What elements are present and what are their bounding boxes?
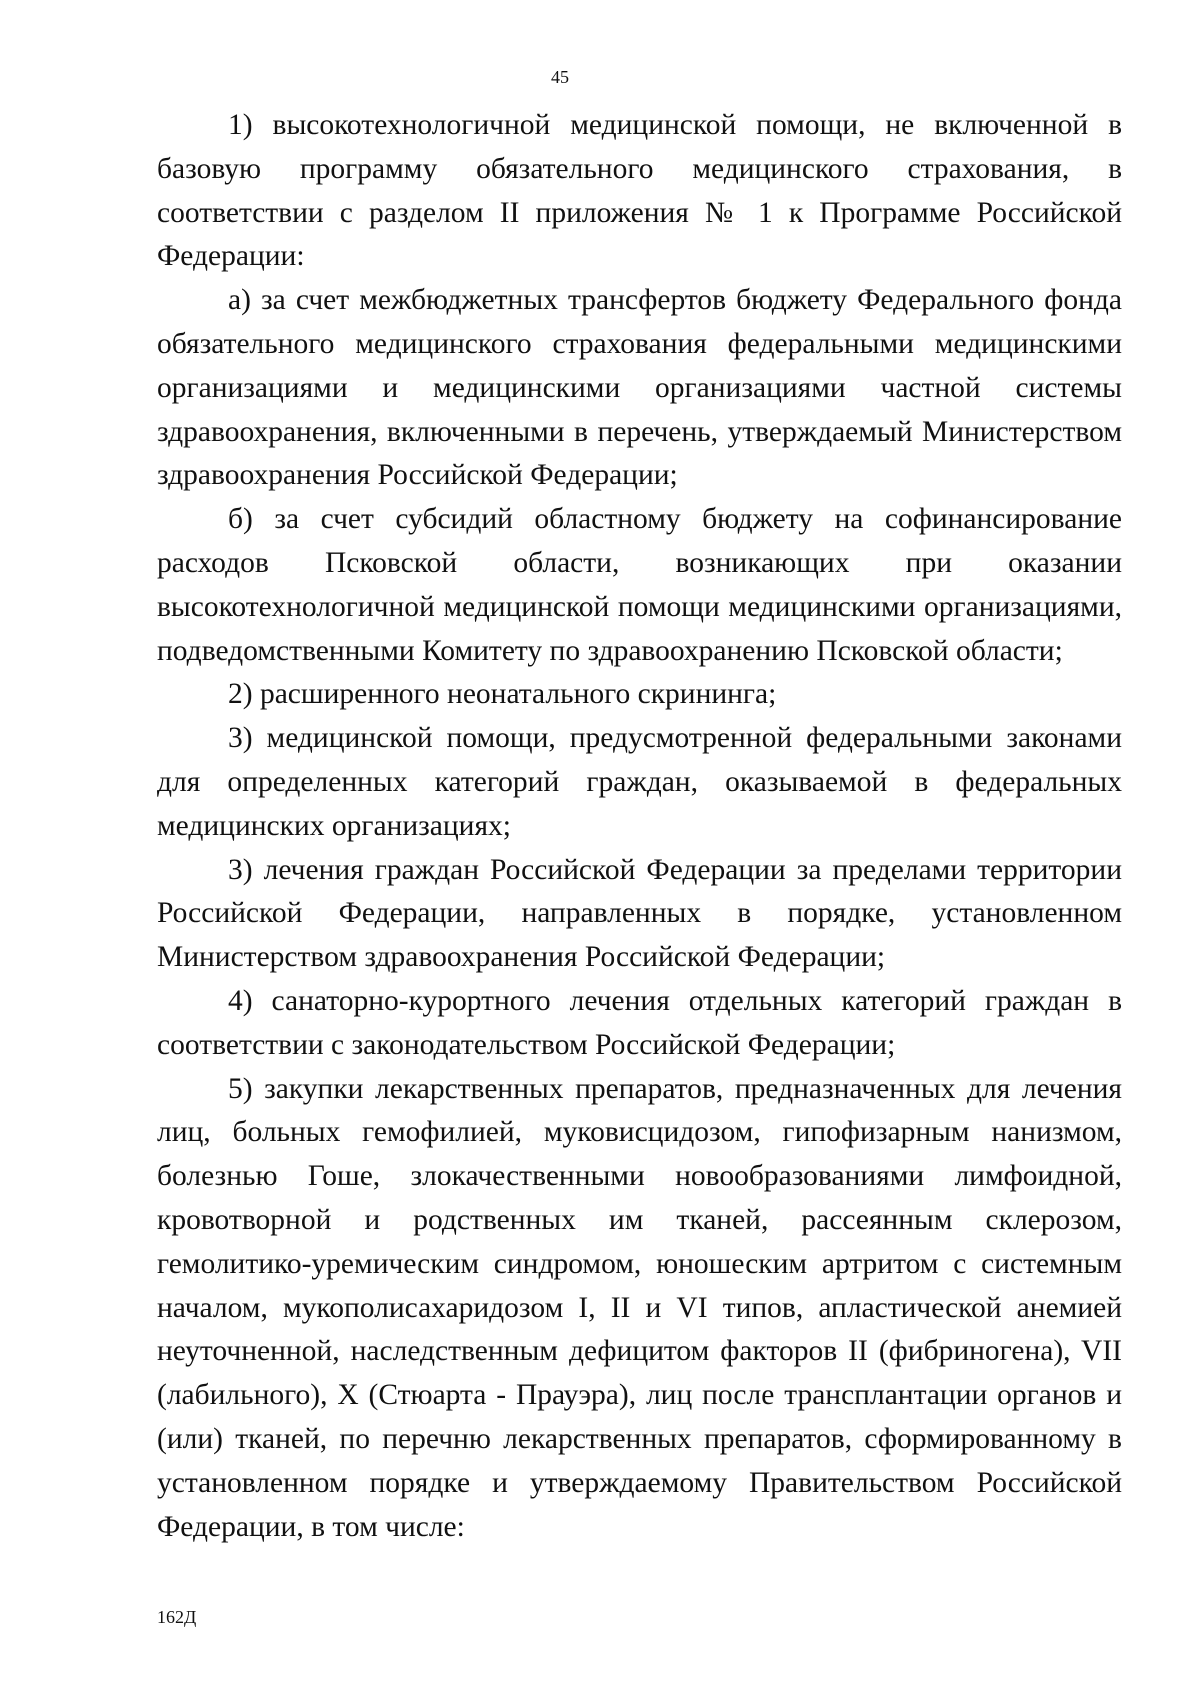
paragraph-item-4-sanatorium: 4) санаторно-курортного лечения отдельных категорий граждан в соответствии с законодательством Российской Федерации;	[157, 984, 1122, 1061]
paragraph-item-a-interbudget-transfers: а) за счет межбюджетных трансфертов бюджету Федерального фонда обязательного медицинского страхования федеральными медицинскими организациями и медицинскими организациями частной системы здравоохранения, включенными в перечень, утверждаемый Министерством здравоохранения Российской Федерации;	[157, 284, 1122, 492]
page-number: 45	[551, 67, 569, 87]
paragraph-item-3-treatment-abroad: 3) лечения граждан Российской Федерации за пределами территории Российской Федерации, направленных в порядке, установленном Министерством здравоохранения Российской Федерации;	[157, 853, 1122, 974]
paragraph-item-2-neonatal-screening: 2) расширенного неонатального скрининга;	[228, 678, 777, 711]
paragraph-item-b-subsidies: б) за счет субсидий областному бюджету на софинансирование расходов Псковской области, возникающих при оказании высокотехнологичной медицинской помощи медицинскими организациями, подведомственными Комитету по здравоохранению Псковской области;	[157, 503, 1122, 667]
footer-code: 162Д	[157, 1607, 197, 1627]
document-body	[157, 104, 1122, 1549]
paragraph-item-1-high-tech-care: 1) высокотехнологичной медицинской помощи, не включенной в базовую программу обязательного медицинского страхования, в соответствии с разделом II приложения № 1 к Программе Российской Федерации:	[157, 109, 1122, 273]
paragraph-item-5-drug-procurement: 5) закупки лекарственных препаратов, предназначенных для лечения лиц, больных гемофилией, муковисцидозом, гипофизарным нанизмом, болезнью Гоше, злокачественными новообразованиями лимфоидной, кровотворной и родственных им тканей, рассеянным склерозом, гемолитико-уремическим синдромом, юношеским артритом с системным началом, мукополисахаридозом I, II и VI типов, апластической анемией неуточненной, наследственным дефицитом факторов II (фибриногена), VII (лабильного), X (Стюарта - Прауэра), лиц после трансплантации органов и (или) тканей, по перечню лекарственных препаратов, сформированному в установленном порядке и утверждаемому Правительством Российской Федерации, в том числе:	[157, 1072, 1122, 1543]
paragraph-item-3-federal-care: 3) медицинской помощи, предусмотренной федеральными законами для определенных категорий граждан, оказываемой в федеральных медицинских организациях;	[157, 722, 1122, 842]
